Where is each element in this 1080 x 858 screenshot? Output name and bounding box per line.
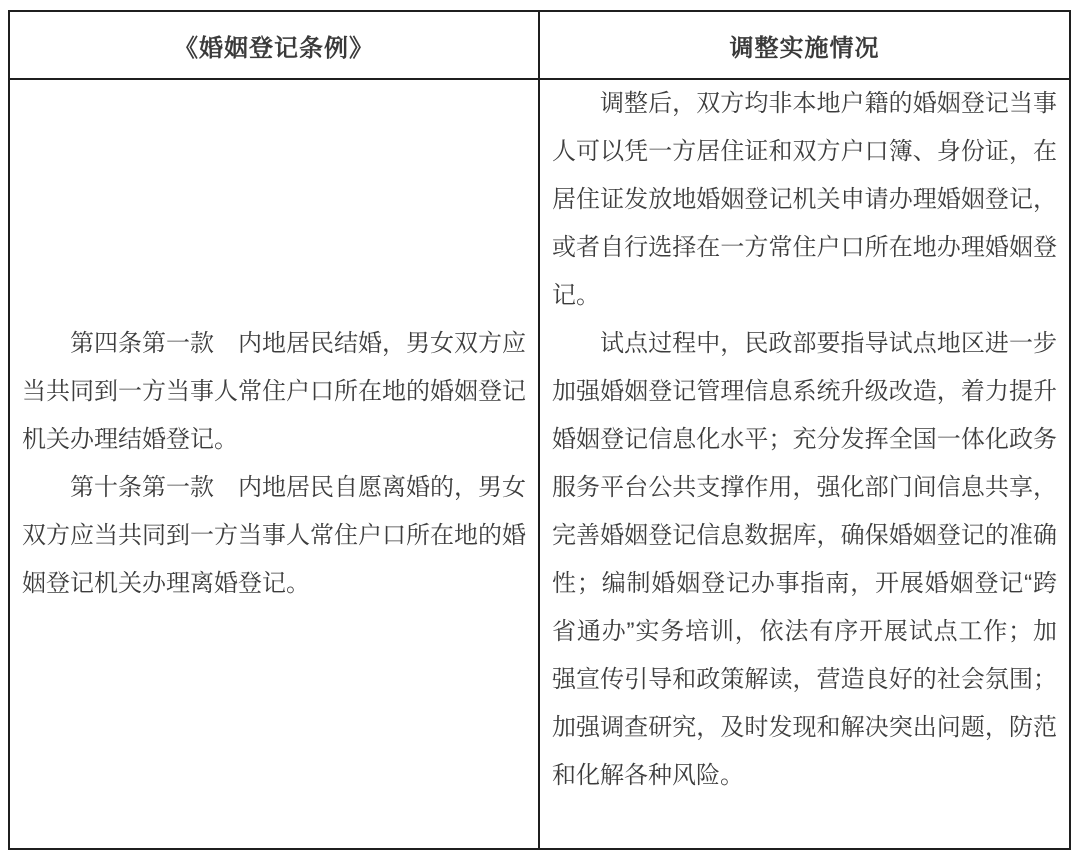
regulation-paragraph-article10: 第十条第一款 内地居民自愿离婚的，男女双方应当共同到一方当事人常住户口所在地的婚姻登记机关办理离婚登记。: [22, 474, 526, 597]
implementation-cell: [540, 80, 1069, 848]
comparison-table: [8, 10, 1071, 850]
implementation-paragraph-adjustment: 调整后，双方均非本地户籍的婚姻登记当事人可以凭一方居住证和双方户口簿、身份证，在居住证发放地婚姻登记机关申请办理婚姻登记，或者自行选择在一方常住户口所在地办理婚姻登记。: [552, 90, 1057, 309]
implementation-paragraph-pilot: 试点过程中，民政部要指导试点地区进一步加强婚姻登记管理信息系统升级改造，着力提升婚姻登记信息化水平；充分发挥全国一体化政务服务平台公共支撑作用，强化部门间信息共享，完善婚姻登记信息数据库，确保婚姻登记的准确性；编制婚姻登记办事指南，开展婚姻登记“跨省通办”实务培训，依法有序开展试点工作；加强宣传引导和政策解读，营造良好的社会氛围；加强调查研究，及时发现和解决突出问题，防范和化解各种风险。: [552, 330, 1057, 789]
regulation-cell: [10, 80, 540, 848]
header-cell-implementation: 调整实施情况: [540, 12, 1069, 80]
regulation-paragraph-article4: 第四条第一款 内地居民结婚，男女双方应当共同到一方当事人常住户口所在地的婚姻登记机关办理结婚登记。: [22, 330, 526, 453]
header-cell-regulation: 《婚姻登记条例》: [10, 12, 540, 80]
